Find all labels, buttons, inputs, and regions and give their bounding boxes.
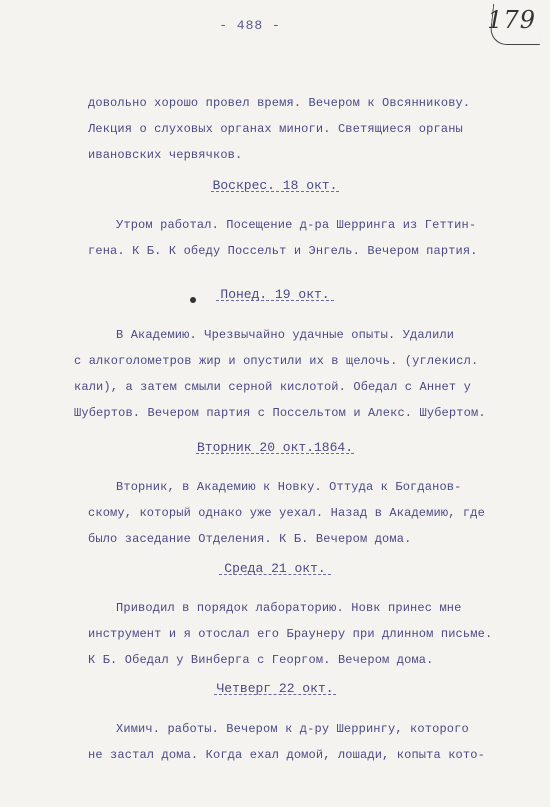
text-line: кали), а затем смыли серной кислотой. Обедал с Аннет у [74, 380, 471, 394]
heading-text: Среда 21 окт. [224, 561, 326, 576]
heading-text: Четверг 22 окт. [216, 681, 334, 696]
paragraph-6 [88, 716, 528, 768]
text-line: гена. К Б. К обеду Поссельт и Энгель. Вечером партия. [88, 244, 478, 258]
text-line: Лекция о слуховых органах миноги. Светящиеся органы [88, 122, 463, 136]
folio-number: 179 [487, 6, 536, 34]
paragraph-1 [88, 90, 528, 168]
paragraph-5 [88, 595, 528, 673]
page-number: - 488 - [219, 18, 281, 33]
date-heading-4 [0, 561, 550, 575]
text-line: В Академию. Чрезвычайно удачные опыты. Удалили [116, 328, 455, 342]
date-heading-2 [0, 287, 550, 301]
date-heading-1 [0, 178, 550, 192]
text-line: скому, который однако уже уехал. Назад в Академию, где [88, 506, 485, 520]
text-line: было заседание Отделения. К Б. Вечером дома. [88, 532, 412, 546]
text-line: Утром работал. Посещение д-ра Шерринга из Геттин- [116, 218, 477, 232]
text-line: инструмент и я отослал его Браунеру при длинном письме. [88, 627, 493, 641]
text-line: ивановских червячков. [88, 148, 243, 162]
text-line: К Б. Обедал у Винберга с Георгом. Вечером дома. [88, 653, 434, 667]
heading-text: Понед. 19 окт. [220, 287, 330, 302]
paragraph-3 [74, 322, 534, 426]
text-line: Вторник, в Академию к Новку. Оттуда к Богданов- [116, 480, 462, 494]
paragraph-4 [88, 474, 528, 552]
text-line: Химич. работы. Вечером к д-ру Шеррингу, которого [116, 722, 469, 736]
date-heading-5 [0, 681, 550, 695]
text-line: Шубертов. Вечером партия с Поссельтом и Алекс. Шубертом. [74, 406, 486, 420]
text-line: не застал дома. Когда ехал домой, лошади, копыта кото- [88, 748, 485, 762]
heading-text: Вторник 20 окт.1864. [196, 440, 354, 455]
text-line: с алкоголометров жир и опустили их в щелочь. (углекисл. [74, 354, 479, 368]
paragraph-2 [88, 212, 528, 264]
text-line: довольно хорошо провел время. Вечером к Овсянникову. [88, 96, 471, 110]
heading-text: Воскрес. 18 окт. [212, 178, 338, 193]
text-line: Приводил в порядок лабораторию. Новк принес мне [116, 601, 462, 615]
date-heading-3 [0, 440, 550, 454]
